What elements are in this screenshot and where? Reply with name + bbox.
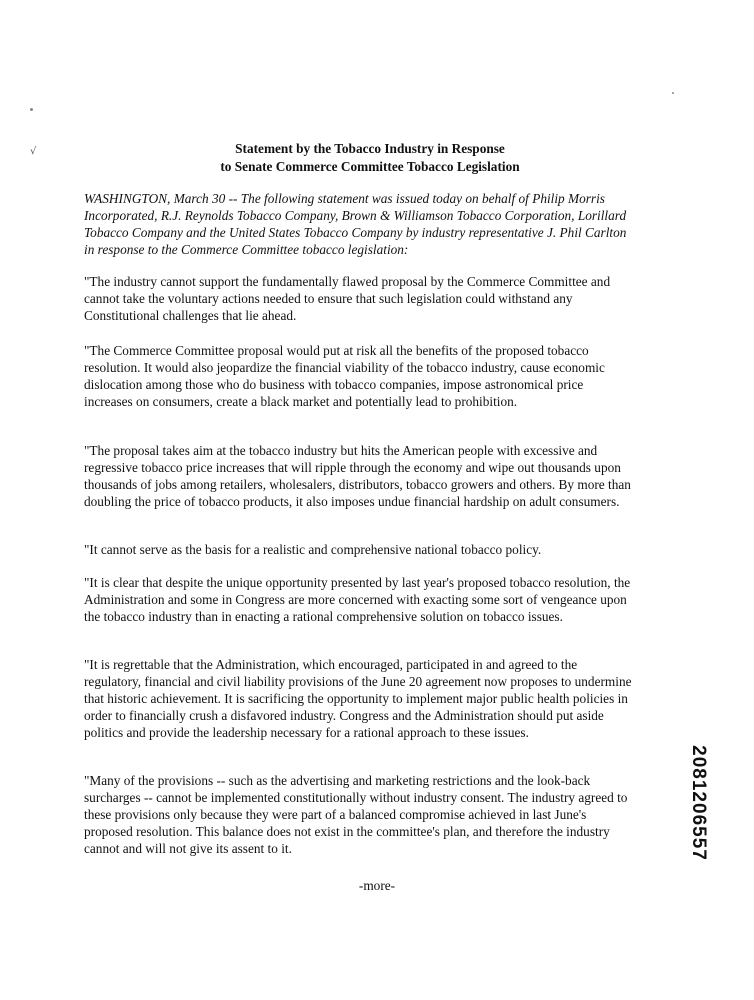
body-paragraph: "It is clear that despite the unique opportunity presented by last year's proposed tobacco resolution, the Administration and some in Congress are more concerned with exacting some sort of vengeance upon the tobacco industry than in enacting a rational comprehensive solution on tobacco issues. — [84, 575, 631, 624]
title-line-1: Statement by the Tobacco Industry in Response — [235, 141, 505, 156]
body-paragraph: "The industry cannot support the fundamentally flawed proposal by the Commerce Committee and cannot take the voluntary actions needed to ensure that such legislation could withstand any Constitutional challenges that lie ahead. — [84, 274, 611, 323]
scan-speck — [672, 92, 674, 94]
body-paragraph: "The proposal takes aim at the tobacco industry but hits the American people with excessive and regressive tobacco price increases that will ripple through the economy and wipe out thousands upon thousands of jobs among retailers, wholesalers, distributors, tobacco growers and others. By more than doubling the price of tobacco products, it also imposes undue financial hardship on adult consumers. — [84, 443, 631, 509]
dateline-paragraph: WASHINGTON, March 30 -- The following statement was issued today on behalf of Philip Morris Incorporated, R.J. Reynolds Tobacco Company, Brown & Williamson Tobacco Corporation, Lorillard Tobacco Company and the United States Tobacco Company by industry representative J. Phil Carlton in response to the Commerce Committee tobacco legislation: — [84, 191, 627, 257]
statement-title — [120, 140, 620, 176]
body-paragraph: "The Commerce Committee proposal would put at risk all the benefits of the proposed tobacco resolution. It would also jeopardize the financial viability of the tobacco industry, cause economic dislocation among those who do business with tobacco companies, impose astronomical price increases on consumers, create a black market and potentially lead to prohibition. — [84, 343, 605, 409]
more-indicator: -more- — [358, 878, 396, 893]
body-paragraph: "Many of the provisions -- such as the advertising and marketing restrictions and the look-back surcharges -- cannot be implemented constitutionally without industry consent. The industry agreed to these provisions only because they were part of a balanced compromise achieved in last June's proposed resolution. This balance does not exist in the committee's plan, and therefore the industry cannot and will not give its assent to it. — [84, 773, 628, 856]
title-line-2: to Senate Commerce Committee Tobacco Legislation — [220, 159, 520, 174]
bates-number — [686, 745, 710, 860]
bates-number-text: 2081206557 — [688, 744, 709, 861]
margin-checkmark: √ — [30, 146, 37, 157]
scan-speck — [30, 108, 33, 111]
body-paragraph: "It is regrettable that the Administration, which encouraged, participated in and agreed to the regulatory, financial and civil liability provisions of the June 20 agreement now proposes to undermine that historic achievement. It is sacrificing the opportunity to implement major public health policies in order to financially crush a disfavored industry. Congress and the Administration should put aside politics and provide the leadership necessary for a rational approach to these issues. — [84, 657, 632, 740]
body-paragraph: "It cannot serve as the basis for a realistic and comprehensive national tobacco policy. — [84, 542, 542, 557]
